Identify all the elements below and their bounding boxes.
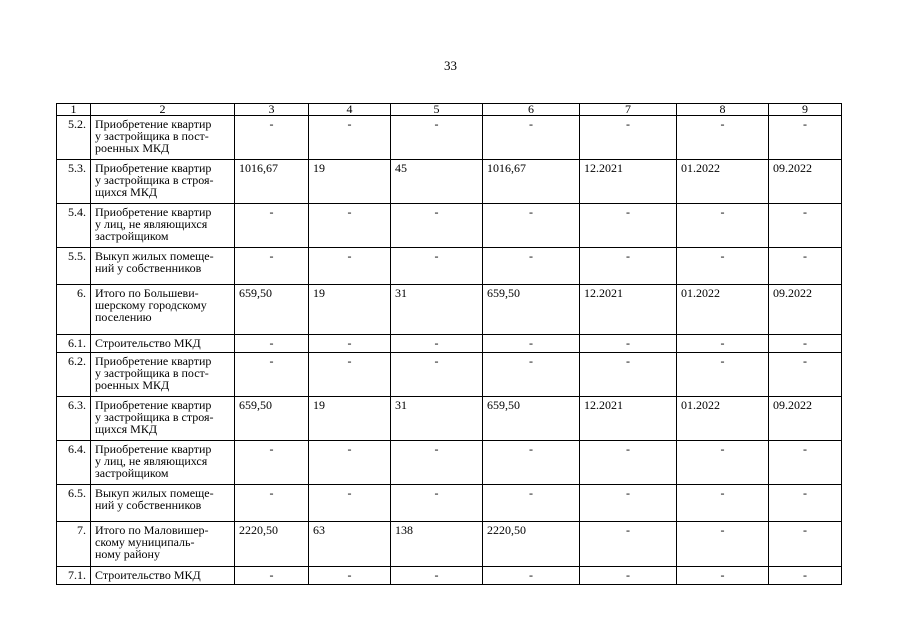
table-cell: - (483, 335, 580, 353)
table-cell: 12.2021 (580, 160, 677, 204)
table-cell: - (235, 353, 309, 397)
table-cell: 09.2022 (769, 285, 842, 335)
row-name (91, 160, 235, 204)
header-cell: 5 (391, 104, 483, 116)
table-cell: - (309, 116, 391, 160)
row-name-line: поселению (95, 310, 152, 324)
table-row (57, 353, 842, 397)
table-cell: 12.2021 (580, 285, 677, 335)
table-cell: - (677, 441, 769, 485)
table-cell: 09.2022 (769, 397, 842, 441)
table-cell: - (309, 335, 391, 353)
row-name (91, 335, 235, 353)
row-name-line: ний у собственников (95, 261, 202, 275)
table-cell: - (235, 485, 309, 522)
table-cell: - (235, 441, 309, 485)
row-name-line: ному району (95, 547, 160, 561)
table-cell: - (309, 567, 391, 585)
table-cell: - (391, 567, 483, 585)
row-name-line: застройщиком (95, 229, 169, 243)
table-cell: - (391, 353, 483, 397)
table-cell: 45 (391, 160, 483, 204)
row-number: 5.5. (57, 248, 91, 285)
table-cell: 2220,50 (483, 522, 580, 567)
table-cell: - (677, 335, 769, 353)
row-name (91, 441, 235, 485)
row-name (91, 116, 235, 160)
table-cell: 659,50 (235, 397, 309, 441)
table-cell: - (483, 441, 580, 485)
table-cell: - (769, 567, 842, 585)
table-cell: 01.2022 (677, 285, 769, 335)
table-cell: - (769, 248, 842, 285)
row-name-line: Приобретение квартир (95, 442, 212, 456)
table-cell: - (580, 441, 677, 485)
table-cell: - (769, 116, 842, 160)
table-row (57, 285, 842, 335)
table-row (57, 397, 842, 441)
row-name-line: у застройщика в пост- (95, 366, 209, 380)
table-cell: - (769, 522, 842, 567)
row-name (91, 285, 235, 335)
table-cell: - (677, 522, 769, 567)
table-cell: - (580, 116, 677, 160)
table-cell: - (483, 248, 580, 285)
table-cell: - (391, 248, 483, 285)
table-cell: 2220,50 (235, 522, 309, 567)
row-name-line: Приобретение квартир (95, 354, 212, 368)
table-cell: - (769, 353, 842, 397)
table-cell: - (483, 353, 580, 397)
row-name-line: у застройщика в строя- (95, 173, 214, 187)
table-cell: - (580, 522, 677, 567)
table-cell: - (391, 335, 483, 353)
page-number: 33 (444, 58, 457, 73)
header-cell: 6 (483, 104, 580, 116)
table-cell: 1016,67 (235, 160, 309, 204)
row-number: 5.2. (57, 116, 91, 160)
table-cell: - (391, 116, 483, 160)
row-name-line: застройщиком (95, 466, 169, 480)
table-cell: 31 (391, 285, 483, 335)
table-row (57, 441, 842, 485)
table-cell: - (580, 204, 677, 248)
row-name-line: щихся МКД (95, 185, 158, 199)
table-cell: - (677, 248, 769, 285)
row-number: 6.4. (57, 441, 91, 485)
table-cell: - (677, 353, 769, 397)
row-name-line: Строительство МКД (95, 336, 201, 350)
data-table (56, 103, 842, 585)
row-number: 5.3. (57, 160, 91, 204)
row-name-line: у лиц, не являющихся (95, 217, 208, 231)
header-cell: 3 (235, 104, 309, 116)
row-name (91, 204, 235, 248)
table-cell: - (309, 248, 391, 285)
table-cell: 09.2022 (769, 160, 842, 204)
row-name-line: у лиц, не являющихся (95, 454, 208, 468)
table-cell: 659,50 (483, 397, 580, 441)
table-cell: - (235, 567, 309, 585)
table-cell: - (235, 248, 309, 285)
header-cell: 1 (57, 104, 91, 116)
table-cell: 138 (391, 522, 483, 567)
table-cell: - (309, 204, 391, 248)
table-cell: - (309, 441, 391, 485)
table-row (57, 485, 842, 522)
table-cell: - (391, 441, 483, 485)
row-name (91, 485, 235, 522)
table-cell: - (769, 335, 842, 353)
row-name-line: скому муниципаль- (95, 535, 195, 549)
table-cell: - (580, 248, 677, 285)
row-name-line: Приобретение квартир (95, 117, 212, 131)
table-cell: - (235, 335, 309, 353)
table-cell: 01.2022 (677, 397, 769, 441)
header-row (57, 104, 842, 116)
row-name-line: Выкуп жилых помеще- (95, 249, 214, 263)
table-cell: 19 (309, 397, 391, 441)
table-cell: - (677, 204, 769, 248)
table-cell: - (483, 567, 580, 585)
row-number: 6. (57, 285, 91, 335)
row-name (91, 397, 235, 441)
table-row (57, 335, 842, 353)
table-cell: - (769, 441, 842, 485)
row-name-line: щихся МКД (95, 422, 158, 436)
table-row (57, 522, 842, 567)
row-number: 7. (57, 522, 91, 567)
row-number: 5.4. (57, 204, 91, 248)
row-name-line: у застройщика в пост- (95, 129, 209, 143)
header-cell: 8 (677, 104, 769, 116)
row-name-line: шерскому городскому (95, 298, 207, 312)
row-name-line: ний у собственников (95, 498, 202, 512)
header-cell: 7 (580, 104, 677, 116)
table-row (57, 248, 842, 285)
row-name (91, 353, 235, 397)
header-cell: 4 (309, 104, 391, 116)
row-name-line: Приобретение квартир (95, 205, 212, 219)
row-name-line: Приобретение квартир (95, 161, 212, 175)
row-number: 6.5. (57, 485, 91, 522)
row-name (91, 522, 235, 567)
table-cell: - (677, 485, 769, 522)
row-name-line: Итого по Большеви- (95, 286, 199, 300)
table-cell: - (677, 567, 769, 585)
row-name (91, 567, 235, 585)
table-cell: - (677, 116, 769, 160)
table-cell: - (483, 116, 580, 160)
table-cell: 659,50 (235, 285, 309, 335)
table-cell: 1016,67 (483, 160, 580, 204)
row-number: 6.3. (57, 397, 91, 441)
table-cell: - (235, 116, 309, 160)
table-cell: - (391, 485, 483, 522)
row-name-line: Приобретение квартир (95, 398, 212, 412)
table-cell: 31 (391, 397, 483, 441)
table-cell: - (580, 353, 677, 397)
table-cell: - (391, 204, 483, 248)
table-row (57, 204, 842, 248)
row-name (91, 248, 235, 285)
row-name-line: роенных МКД (95, 141, 170, 155)
row-number: 6.2. (57, 353, 91, 397)
table-cell: - (235, 204, 309, 248)
table-cell: 01.2022 (677, 160, 769, 204)
table-cell: 19 (309, 160, 391, 204)
row-name-line: Выкуп жилых помеще- (95, 486, 214, 500)
table-cell: 63 (309, 522, 391, 567)
table-cell: - (483, 204, 580, 248)
table-cell: - (769, 204, 842, 248)
header-cell: 2 (91, 104, 235, 116)
table-cell: - (580, 335, 677, 353)
row-name-line: Итого по Маловишер- (95, 523, 209, 537)
table-cell: 659,50 (483, 285, 580, 335)
table-cell: - (580, 485, 677, 522)
row-name-line: роенных МКД (95, 378, 170, 392)
row-name-line: у застройщика в строя- (95, 410, 214, 424)
header-cell: 9 (769, 104, 842, 116)
row-number: 7.1. (57, 567, 91, 585)
table-cell: - (309, 485, 391, 522)
row-number: 6.1. (57, 335, 91, 353)
table-cell: 19 (309, 285, 391, 335)
table-row (57, 567, 842, 585)
table-cell: 12.2021 (580, 397, 677, 441)
table-cell: - (309, 353, 391, 397)
table-row (57, 116, 842, 160)
table-row (57, 160, 842, 204)
table-cell: - (483, 485, 580, 522)
table-cell: - (769, 485, 842, 522)
row-name-line: Строительство МКД (95, 568, 201, 582)
table-cell: - (580, 567, 677, 585)
